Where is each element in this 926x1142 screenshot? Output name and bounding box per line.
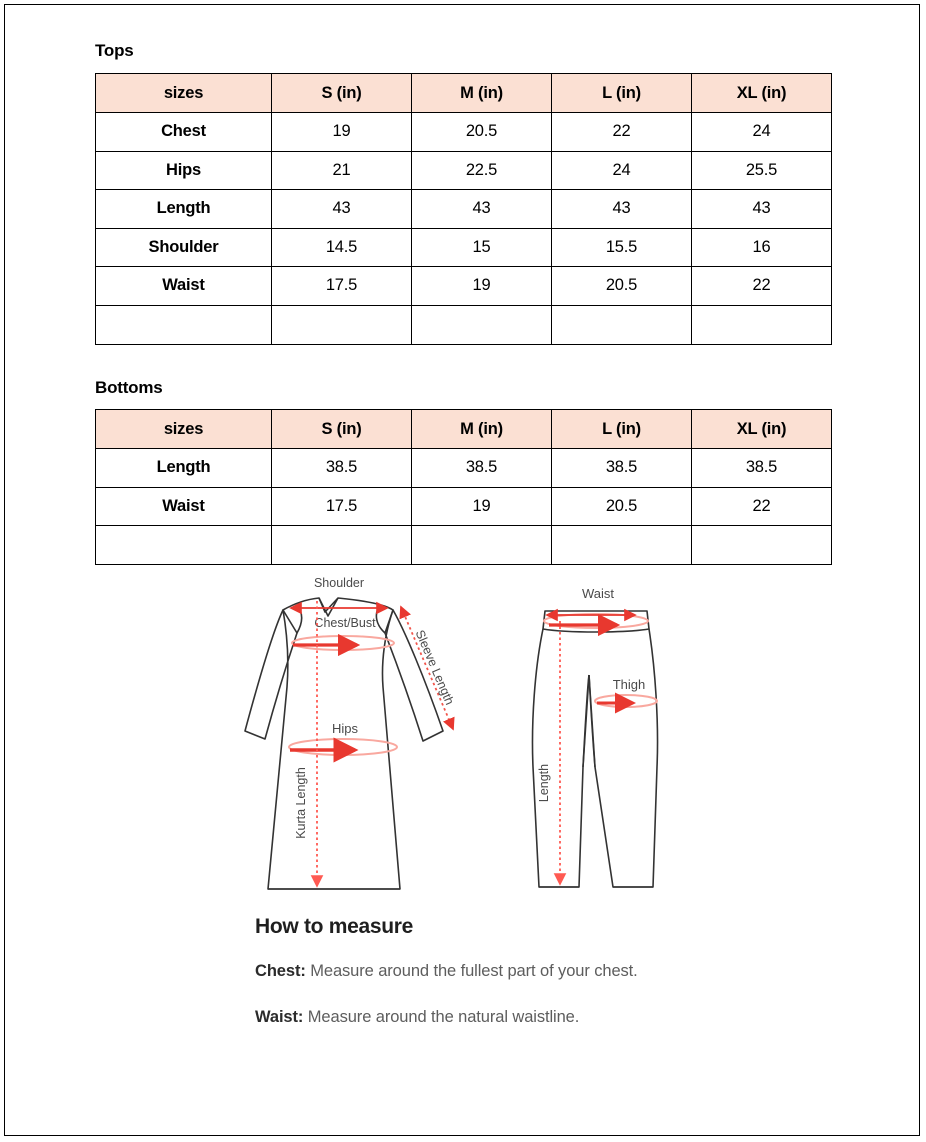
- how-to-measure-item: [255, 1005, 675, 1031]
- measurement-cell: 38.5: [412, 449, 552, 488]
- column-header-l: L (in): [552, 410, 692, 449]
- table-empty-row: [96, 526, 832, 565]
- measurement-diagram: [235, 571, 705, 913]
- column-header-sizes: sizes: [96, 74, 272, 113]
- measurement-cell: 19: [272, 113, 412, 152]
- column-header-xl: XL (in): [692, 410, 832, 449]
- measurement-cell: 14.5: [272, 228, 412, 267]
- measurement-cell-empty: [552, 526, 692, 565]
- table-row: [96, 449, 832, 488]
- column-header-xl: XL (in): [692, 74, 832, 113]
- measurement-cell: 15: [412, 228, 552, 267]
- measurement-cell-empty: [692, 526, 832, 565]
- bottoms-size-table: [95, 409, 832, 565]
- label-chest-bust: Chest/Bust: [314, 616, 376, 630]
- row-label-empty: [96, 526, 272, 565]
- label-thigh: Thigh: [612, 677, 646, 692]
- measurement-cell: 16: [692, 228, 832, 267]
- row-label: Length: [96, 449, 272, 488]
- row-label: Length: [96, 190, 272, 229]
- measurement-cell: 43: [692, 190, 832, 229]
- column-header-s: S (in): [272, 410, 412, 449]
- table-header-row: [96, 410, 832, 449]
- pants-illustration: [532, 611, 657, 887]
- label-waist: Waist: [581, 586, 615, 601]
- measurement-cell-empty: [272, 305, 412, 344]
- table-row: [96, 487, 832, 526]
- column-header-sizes: sizes: [96, 410, 272, 449]
- column-header-l: L (in): [552, 74, 692, 113]
- how-to-measure-term: Waist:: [255, 1007, 304, 1026]
- measurement-cell-empty: [272, 526, 412, 565]
- measurement-cell: 24: [692, 113, 832, 152]
- kurta-illustration: [245, 598, 443, 889]
- measurement-cell: 24: [552, 151, 692, 190]
- measurement-cell: 22.5: [412, 151, 552, 190]
- how-to-measure-section: [255, 915, 675, 1050]
- row-label: Waist: [96, 487, 272, 526]
- measurement-cell: 20.5: [412, 113, 552, 152]
- measurement-cell: 43: [272, 190, 412, 229]
- measurement-cell: 22: [692, 487, 832, 526]
- measurement-cell: 38.5: [692, 449, 832, 488]
- measurement-cell-empty: [412, 526, 552, 565]
- label-kurta-length: Kurta Length: [294, 767, 308, 839]
- measurement-cell: 22: [552, 113, 692, 152]
- row-label: Shoulder: [96, 228, 272, 267]
- thigh-measure-arrow: [595, 695, 657, 707]
- hips-measure-arrow: [289, 739, 397, 755]
- row-label: Waist: [96, 267, 272, 306]
- table-header-row: [96, 74, 832, 113]
- tops-size-table: [95, 73, 832, 345]
- measurement-cell: 38.5: [552, 449, 692, 488]
- table-row: [96, 228, 832, 267]
- measurement-cell: 15.5: [552, 228, 692, 267]
- measurement-cell-empty: [412, 305, 552, 344]
- row-label: Chest: [96, 113, 272, 152]
- page-frame: [4, 4, 920, 1136]
- how-to-measure-item: [255, 959, 675, 985]
- measurement-cell: 22: [692, 267, 832, 306]
- measurement-cell-empty: [552, 305, 692, 344]
- how-to-measure-title: How to measure: [255, 915, 414, 938]
- measurement-cell: 17.5: [272, 487, 412, 526]
- how-to-measure-text: Measure around the fullest part of your chest.: [305, 962, 638, 980]
- measurement-cell: 20.5: [552, 487, 692, 526]
- label-pants-length: Length: [537, 763, 551, 803]
- measurement-cell: 43: [412, 190, 552, 229]
- label-sleeve-length: Sleeve Length: [412, 627, 457, 707]
- table-row: [96, 267, 832, 306]
- column-header-m: M (in): [412, 410, 552, 449]
- column-header-s: S (in): [272, 74, 412, 113]
- tops-section-title: Tops: [95, 41, 134, 60]
- measurement-cell: 25.5: [692, 151, 832, 190]
- measurement-cell-empty: [692, 305, 832, 344]
- measurement-cell: 19: [412, 267, 552, 306]
- measurement-cell: 43: [552, 190, 692, 229]
- row-label-empty: [96, 305, 272, 344]
- table-empty-row: [96, 305, 832, 344]
- measurement-cell: 38.5: [272, 449, 412, 488]
- how-to-measure-term: Chest:: [255, 962, 306, 980]
- table-row: [96, 113, 832, 152]
- table-row: [96, 151, 832, 190]
- bottoms-section-title: Bottoms: [95, 378, 163, 397]
- measurement-cell: 21: [272, 151, 412, 190]
- measurement-cell: 19: [412, 487, 552, 526]
- table-row: [96, 190, 832, 229]
- chest-measure-arrow: [292, 636, 394, 650]
- label-hips: Hips: [331, 721, 359, 736]
- column-header-m: M (in): [412, 74, 552, 113]
- measurement-cell: 17.5: [272, 267, 412, 306]
- sleeve-length-measure-arrow: [401, 607, 453, 729]
- how-to-measure-text: Measure around the natural waistline.: [303, 1007, 580, 1026]
- row-label: Hips: [96, 151, 272, 190]
- label-shoulder: Shoulder: [313, 576, 365, 590]
- measurement-cell: 20.5: [552, 267, 692, 306]
